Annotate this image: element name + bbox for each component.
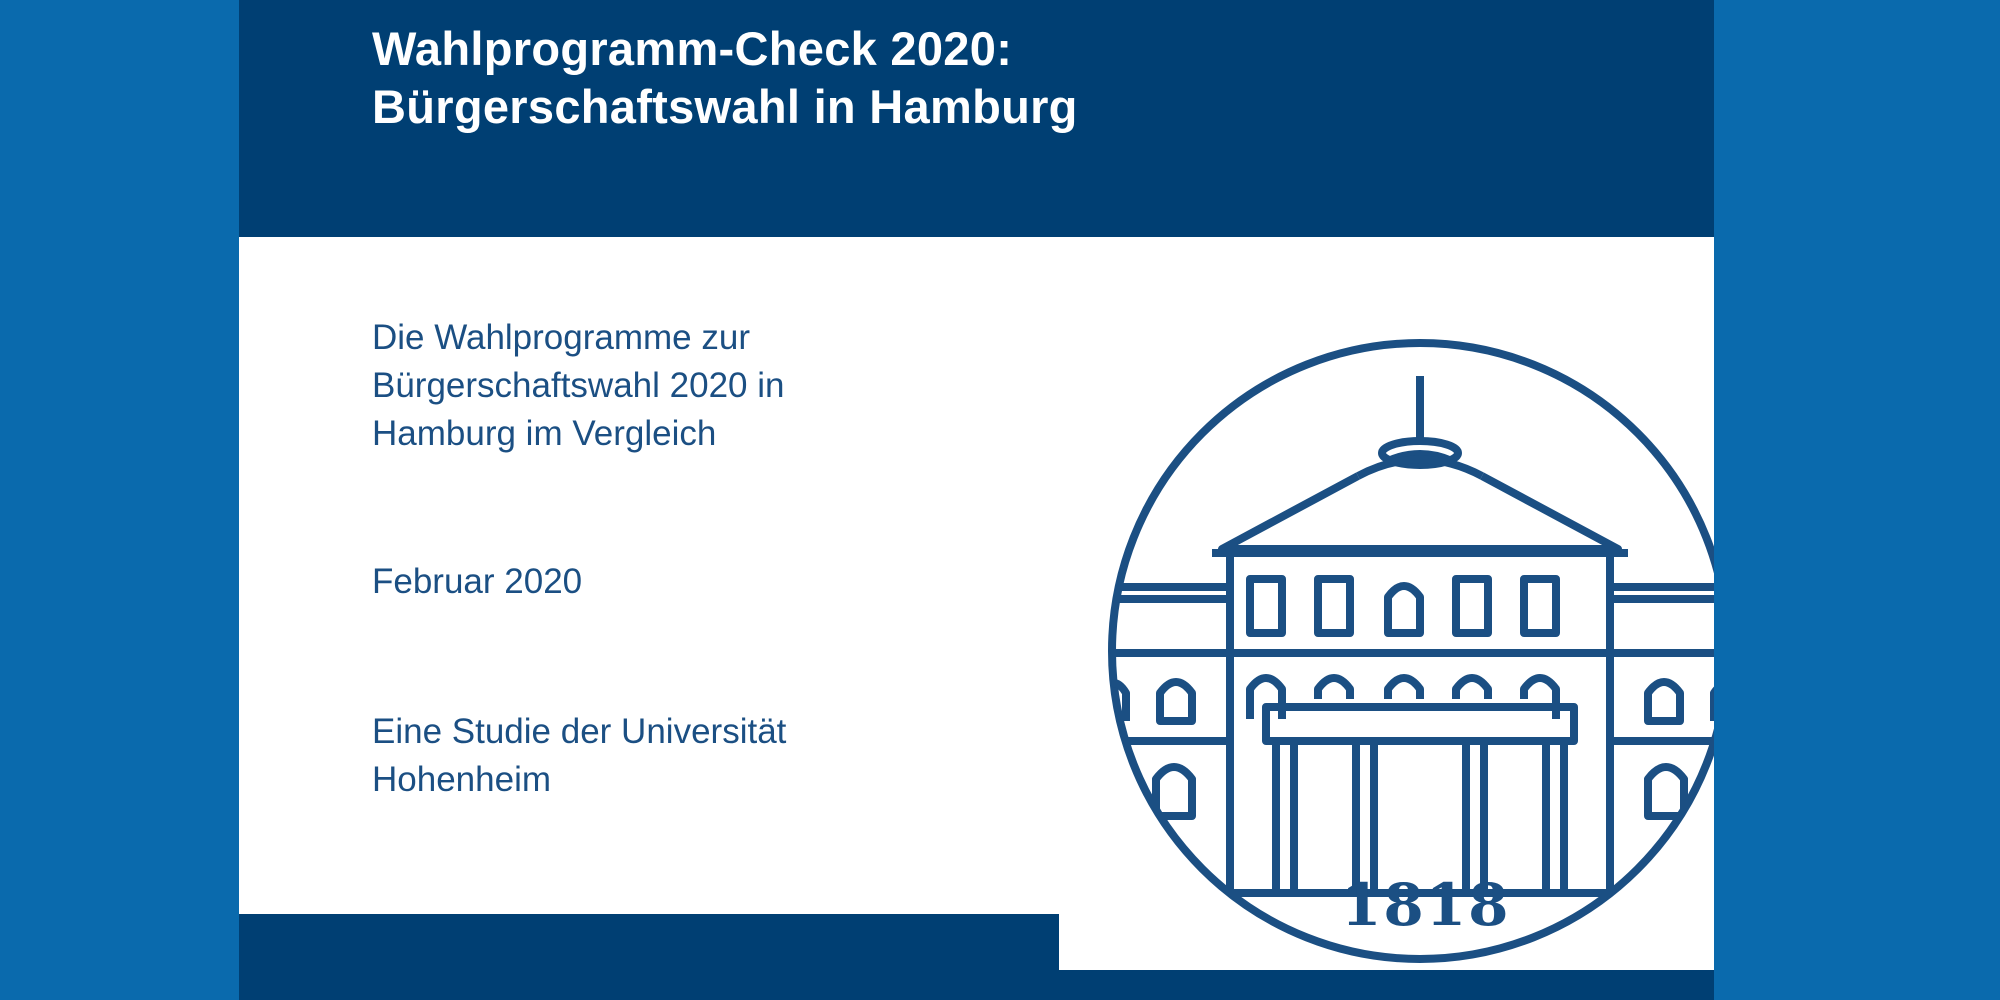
author-line-2: Hohenheim xyxy=(372,760,551,799)
cover-subtitle xyxy=(372,314,784,458)
author-line xyxy=(372,708,786,804)
subtitle-line-2: Bürgerschaftswahl 2020 in xyxy=(372,366,785,405)
author-line-1: Eine Studie der Universität xyxy=(372,712,787,751)
cover-title xyxy=(372,20,1078,136)
seal-year: 1818 xyxy=(1341,871,1511,939)
subtitle-line-1: Die Wahlprogramme zur xyxy=(372,318,750,357)
publication-date: Februar 2020 xyxy=(372,562,583,601)
bottom-band xyxy=(239,914,1059,1000)
title-band xyxy=(239,0,1714,237)
title-line-2: Bürgerschaftswahl in Hamburg xyxy=(372,80,1078,133)
title-line-1: Wahlprogramm-Check 2020: xyxy=(372,22,1013,75)
bottom-band-strip xyxy=(1059,970,1714,1000)
report-cover xyxy=(239,0,1714,1000)
subtitle-line-3: Hamburg im Vergleich xyxy=(372,414,717,453)
